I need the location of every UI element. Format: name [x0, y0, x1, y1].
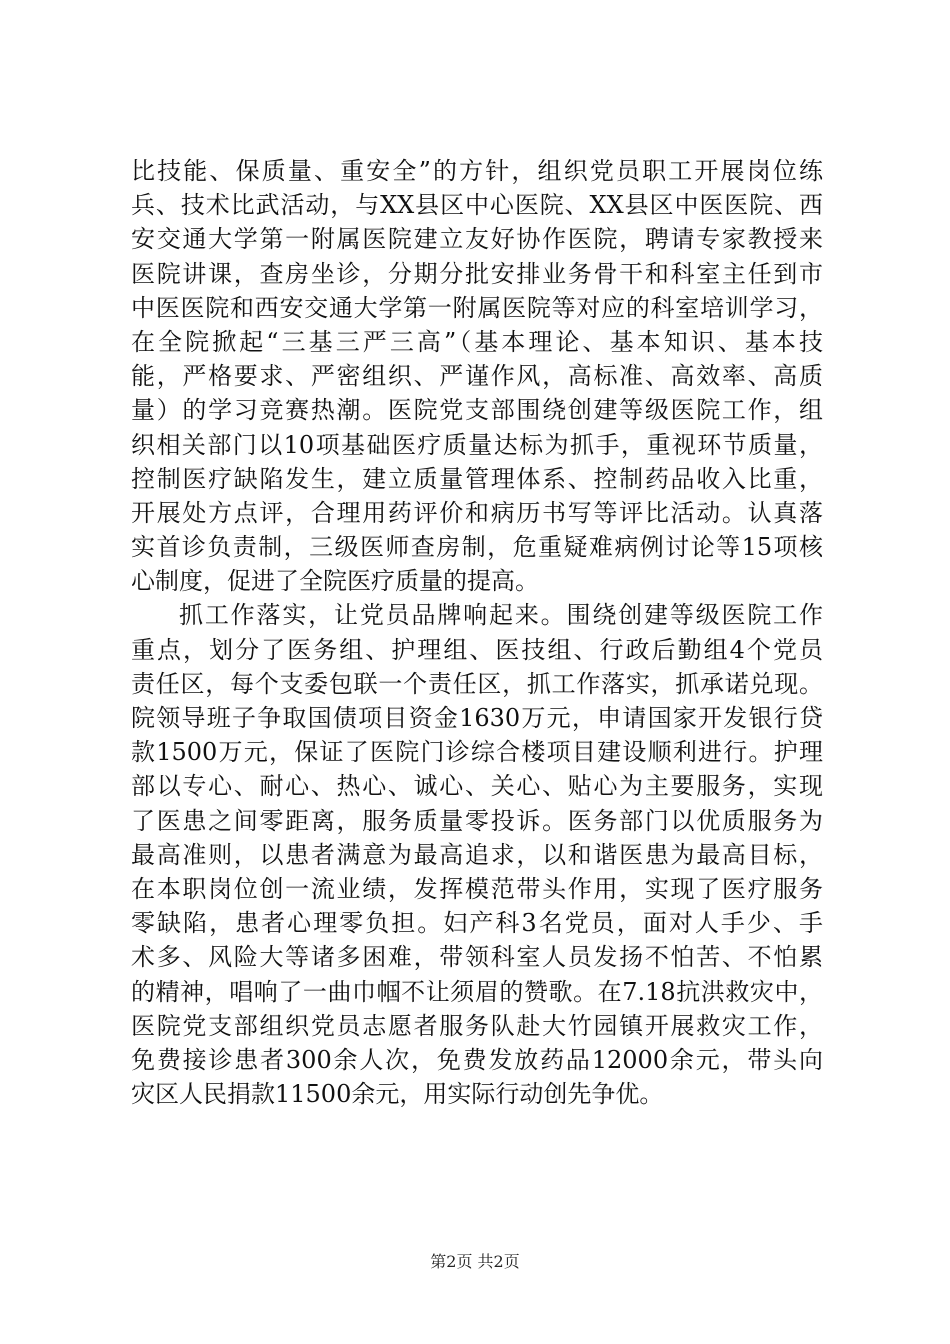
- text-line: 在全院掀起“三基三严三高”（基本理论、基本知识、基本技: [131, 327, 823, 356]
- text-line: 责任区，每个支委包联一个责任区，抓工作落实，抓承诺兑现。: [131, 669, 823, 698]
- text-line: 部以专心、耐心、热心、诚心、关心、贴心为主要服务，实现: [131, 772, 823, 801]
- text-line: 中医医院和西安交通大学第一附属医院等对应的科室培训学习，: [131, 293, 823, 322]
- text-line: 控制医疗缺陷发生，建立质量管理体系、控制药品收入比重，: [131, 464, 823, 493]
- text-line: 兵、技术比武活动，与XX县区中心医院、XX县区中医医院、西: [131, 191, 823, 220]
- text-line: 开展处方点评，合理用药评价和病历书写等评比活动。认真落: [131, 498, 823, 527]
- text-line: 实首诊负责制，三级医师查房制，危重疑难病例讨论等15项核: [131, 533, 823, 562]
- text-line: 重点，划分了医务组、护理组、医技组、行政后勤组4个党员: [131, 635, 823, 664]
- text-line: 了医患之间零距离，服务质量零投诉。医务部门以优质服务为: [131, 806, 823, 835]
- text-line: 的精神，唱响了一曲巾帼不让须眉的赞歌。在7.18抗洪救灾中，: [131, 977, 823, 1006]
- body-text: [131, 154, 823, 1111]
- text-line: 款1500万元，保证了医院门诊综合楼项目建设顺利进行。护理: [131, 738, 823, 767]
- text-line: 免费接诊患者300余人次，免费发放药品12000余元，带头向: [131, 1045, 823, 1074]
- text-line: 灾区人民捐款11500余元，用实际行动创先争优。: [131, 1080, 664, 1109]
- text-line: 比技能、保质量、重安全”的方针，组织党员职工开展岗位练: [131, 157, 823, 185]
- text-line: 零缺陷，患者心理零负担。妇产科3名党员，面对人手少、手: [131, 909, 823, 938]
- text-line: 能，严格要求、严密组织、严谨作风，高标准、高效率、高质: [131, 362, 823, 391]
- text-line: 术多、风险大等诸多困难，带领科室人员发扬不怕苦、不怕累: [131, 943, 823, 972]
- text-line: 最高准则，以患者满意为最高追求，以和谐医患为最高目标，: [131, 840, 823, 869]
- text-line: 医院讲课，查房坐诊，分期分批安排业务骨干和科室主任到市: [131, 259, 823, 288]
- text-line: 织相关部门以10项基础医疗质量达标为抓手，重视环节质量，: [131, 430, 823, 459]
- page-number: 第2页 共2页: [430, 1252, 520, 1271]
- text-line: 在本职岗位创一流业绩，发挥模范带头作用，实现了医疗服务: [131, 874, 823, 903]
- text-line: 量）的学习竞赛热潮。医院党支部围绕创建等级医院工作，组: [131, 396, 823, 425]
- text-line: 院领导班子争取国债项目资金1630万元，申请国家开发银行贷: [131, 704, 823, 732]
- text-line: 医院党支部组织党员志愿者服务队赴大竹园镇开展救灾工作，: [131, 1011, 823, 1040]
- text-line: 心制度，促进了全院医疗质量的提高。: [131, 567, 539, 596]
- text-line: 安交通大学第一附属医院建立友好协作医院，聘请专家教授来: [131, 225, 823, 254]
- paragraph-first-line: 抓工作落实，让党员品牌响起来。围绕创建等级医院工作: [179, 601, 823, 630]
